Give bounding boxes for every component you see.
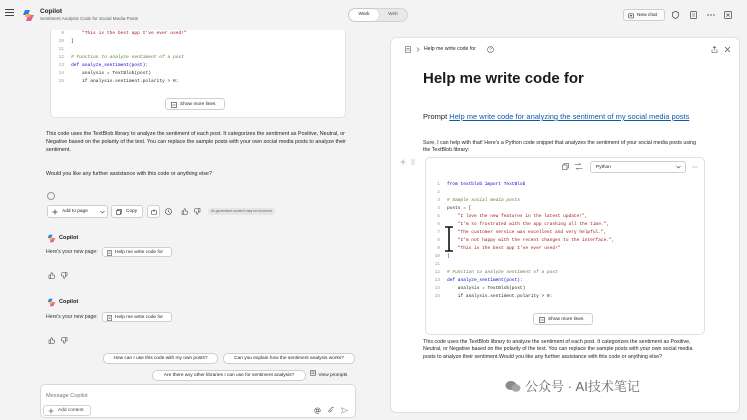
- show-more-label: Show more lines: [180, 102, 216, 107]
- chevron-down-icon: [676, 165, 681, 169]
- watermark-text: 公众号 · AI技术笔记: [525, 379, 640, 394]
- menu-icon[interactable]: [5, 9, 14, 16]
- code-line: 9 "This is the best app I've ever used!": [61, 31, 187, 36]
- text-cursor-icon: [444, 226, 454, 252]
- thumbs-up-icon[interactable]: [48, 272, 55, 279]
- page-link-label: Help me write code for: [115, 250, 163, 255]
- add-block-icon[interactable]: [400, 159, 406, 165]
- code-line: 5 "I love the new features in the latest update!",: [437, 214, 588, 219]
- prompts-icon: [310, 370, 317, 378]
- plus-icon: [52, 209, 58, 215]
- add-to-page-label: Add to page: [62, 209, 88, 214]
- code-line: 14 analysis = TextBlob(post): [434, 286, 526, 291]
- code-line: 8 "I'm not happy with the recent changes to the interface.",: [437, 238, 615, 243]
- watermark: [505, 376, 640, 395]
- code-line: 7 "The customer service was excellent and very helpful.",: [437, 230, 607, 235]
- language-select[interactable]: [590, 161, 686, 173]
- thumbs-up-icon[interactable]: [181, 208, 188, 221]
- share-icon[interactable]: [711, 46, 718, 53]
- prompt-label: Prompt: [423, 112, 448, 121]
- show-more-lines-button[interactable]: [165, 98, 225, 110]
- app-title: Copilot: [40, 8, 63, 15]
- add-to-page-button[interactable]: [47, 205, 108, 218]
- code-line: 11: [58, 47, 64, 52]
- copy-icon: [116, 209, 122, 215]
- info-icon[interactable]: [47, 192, 55, 200]
- clock-icon[interactable]: [165, 208, 172, 221]
- send-icon[interactable]: [341, 407, 348, 414]
- code-line: 9 "This is the best app I've ever used!": [437, 246, 561, 251]
- help-icon[interactable]: [487, 46, 494, 53]
- code-line: 13 def analyze_sentiment(post):: [58, 63, 149, 68]
- drag-handle-icon[interactable]: [411, 159, 415, 165]
- share-icon: [151, 209, 157, 215]
- code-line: 15 if analysis.sentiment.polarity > 0:: [434, 294, 553, 299]
- prompt-line: [423, 110, 708, 123]
- code-line: 11: [434, 262, 440, 267]
- collapse-pane-icon[interactable]: [724, 11, 732, 19]
- message-text: Here's your new page:: [46, 249, 98, 255]
- show-more-label: Show more lines: [548, 317, 584, 322]
- code-line: 3 # Sample social media posts: [437, 198, 520, 203]
- tab-web[interactable]: Web: [388, 12, 398, 17]
- code-line: 14 analysis = TextBlob(post): [58, 71, 151, 76]
- notebook-icon[interactable]: [690, 11, 697, 19]
- language-value: Python: [596, 165, 611, 170]
- new-chat-button[interactable]: [623, 9, 665, 21]
- copilot-avatar-icon: [47, 298, 56, 307]
- copilot-logo-icon: [22, 9, 35, 22]
- shield-icon[interactable]: [672, 11, 679, 19]
- message-author: Copilot: [59, 235, 79, 241]
- wechat-icon: [505, 380, 521, 393]
- chevron-right-icon: [416, 47, 420, 52]
- add-content-label: Add content: [58, 408, 84, 413]
- suggestion-chip[interactable]: How can I use this code with my own posts?: [103, 353, 218, 364]
- expand-icon: [171, 102, 177, 108]
- page-icon: [107, 315, 112, 321]
- ai-disclaimer-badge: AI-generated content may be incorrect: [208, 208, 275, 215]
- tab-work[interactable]: Work: [349, 9, 379, 21]
- code-line: 12 # Function to analyze sentiment of a post: [58, 55, 185, 60]
- new-chat-label: New chat: [637, 13, 657, 18]
- page-link-label: Help me write code for: [115, 315, 163, 320]
- code-line: 10 ]: [58, 39, 74, 44]
- thumbs-down-icon[interactable]: [61, 337, 68, 344]
- code-line: 10 ]: [434, 254, 450, 259]
- thumbs-up-icon[interactable]: [48, 337, 55, 344]
- thumbs-down-icon[interactable]: [194, 208, 201, 221]
- chat-plus-icon: [628, 13, 634, 19]
- copy-label: Copy: [126, 209, 138, 214]
- code-line: 4 posts = [: [437, 206, 472, 211]
- notebook-icon[interactable]: [405, 46, 411, 53]
- copy-button[interactable]: [111, 205, 143, 218]
- view-prompts-label: View prompts: [318, 373, 348, 378]
- code-line: 15 if analysis.sentiment.polarity > 0:: [58, 79, 179, 84]
- breadcrumb[interactable]: Help me write code for: [424, 46, 476, 52]
- suggestion-chip[interactable]: Can you explain how the sentiment analysis works?: [223, 353, 355, 364]
- more-options-icon[interactable]: [692, 166, 698, 168]
- response-intro: Sure, I can help with that! Here's a Python code snippet that analyzes the sentiment of your social media posts using the TextBlob library:: [423, 140, 697, 154]
- close-icon[interactable]: [724, 46, 731, 53]
- plus-icon: [48, 408, 54, 414]
- expand-icon: [539, 317, 545, 323]
- page-icon: [107, 250, 112, 256]
- code-line: 13 def analyze_sentiment(post):: [434, 278, 523, 283]
- response-followup: Would you like any further assistance with this code or anything else?: [46, 171, 212, 177]
- code-line: 12 # Function to analyze sentiment of a post: [434, 270, 558, 275]
- message-text: Here's your new page:: [46, 314, 98, 320]
- message-author: Copilot: [59, 299, 79, 305]
- show-more-lines-button[interactable]: [533, 313, 593, 325]
- conversation-title: Sentiment Analysis Code for Social Media Posts: [40, 16, 139, 21]
- more-options-icon[interactable]: [707, 11, 715, 19]
- copilot-avatar-icon: [47, 234, 56, 243]
- code-line: 6 "I'm so frustrated with the app crashing all the time.",: [437, 222, 610, 227]
- response-text: This code uses the TextBlob library to analyze the sentiment of each post. It categorizes the sentiment as Positive, Neutral, or Negative based on the polarity of the text. You can replace the sample posts with your own social media posts to analyze their sentiment.: [46, 131, 346, 153]
- view-prompts-button[interactable]: [310, 370, 347, 378]
- chevron-down-icon[interactable]: [100, 210, 105, 223]
- copy-code-icon[interactable]: [562, 163, 569, 170]
- message-input-placeholder: Message Copilot: [46, 393, 88, 399]
- wrap-toggle-icon[interactable]: [574, 163, 583, 170]
- thumbs-down-icon[interactable]: [61, 272, 68, 279]
- page-link-chip[interactable]: [102, 247, 172, 257]
- add-content-button[interactable]: [43, 405, 91, 416]
- response-outro: This code uses the TextBlob library to analyze the sentiment of each post. It categorizes the sentiment as Positive, Neutral, or Negative based on the polarity of the text. You can replace the sample posts with your own social media posts to analyze their sentiment.Would you like any further assistance with this code or anything else?: [423, 339, 693, 360]
- page-title: Help me write code for: [423, 70, 584, 87]
- attach-icon[interactable]: [328, 407, 334, 414]
- code-line: 1 from textblob import TextBlob: [437, 182, 526, 187]
- code-line: 2: [437, 190, 440, 195]
- share-button[interactable]: [147, 205, 160, 218]
- at-mention-icon[interactable]: [314, 407, 321, 414]
- page-link-chip[interactable]: [102, 312, 172, 322]
- suggestion-chip[interactable]: Are there any other libraries I can use for sentiment analysis?: [152, 370, 306, 381]
- prompt-link[interactable]: Help me write code for analyzing the sentiment of my social media posts: [449, 112, 690, 121]
